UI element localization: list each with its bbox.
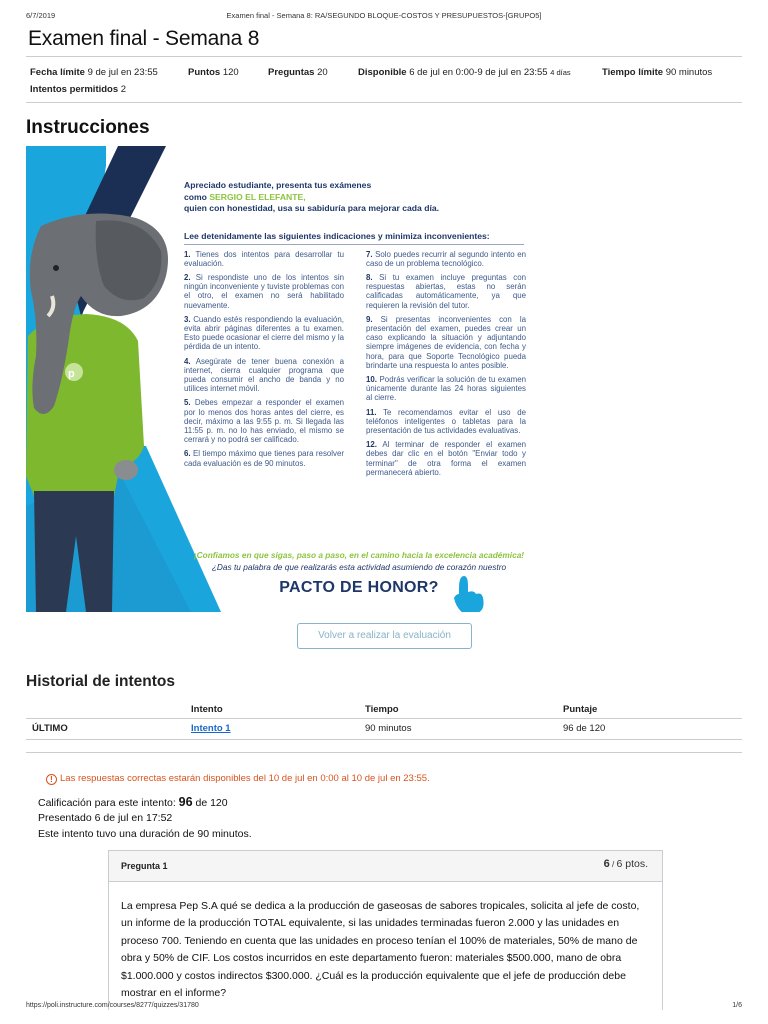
mascot-name: SERGIO EL ELEFANTE, xyxy=(209,191,306,202)
greeting-line-3: quien con honestidad, usa su sabiduría para mejorar cada día. xyxy=(184,203,440,213)
available-value: 6 de jul en 0:00-9 de jul en 23:55 xyxy=(409,67,548,78)
column-header: Intento xyxy=(191,700,365,718)
print-title: Examen final - Semana 8: RA/SEGUNDO BLOQUE-COSTOS Y PRESUPUESTOS-[GRUPO5] xyxy=(226,11,542,20)
indication-item: 2. Si respondiste uno de los intentos sin ningún inconveniente y tuviste problemas con el otro, el examen no será habilitado nuevamente. xyxy=(184,272,344,310)
indication-item: 6. El tiempo máximo que tienes para resolver cada evaluación es de 90 minutos. xyxy=(184,449,344,468)
grade-line xyxy=(38,795,228,809)
divider xyxy=(184,244,524,245)
due-value: 9 de jul en 23:55 xyxy=(87,67,158,78)
questions-meta xyxy=(268,67,328,78)
attempt-history-heading: Historial de intentos xyxy=(26,673,175,690)
greeting-line-1: Apreciado estudiante, presenta tus exámenes xyxy=(184,180,372,190)
indications-heading: Lee detenidamente las siguientes indicaciones y minimiza inconvenientes: xyxy=(184,230,490,241)
greeting-line-2 xyxy=(184,192,534,204)
svg-text:p: p xyxy=(68,368,75,380)
question-score xyxy=(604,858,648,870)
print-footer xyxy=(26,1002,742,1009)
warning-icon: ! xyxy=(46,774,57,785)
available-days: 4 días xyxy=(550,68,571,77)
time-limit-label: Tiempo límite xyxy=(602,67,664,78)
pledge-line-2: ¿Das tu palabra de que realizarás esta actividad asumiendo de corazón nuestro xyxy=(211,562,507,572)
indication-item: 1. Tienes dos intentos para desarrollar tu evaluación. xyxy=(184,249,344,268)
print-header xyxy=(26,11,742,23)
indication-item: 10. Podrás verificar la solución de tu examen únicamente durante las 24 horas siguientes al cierre. xyxy=(366,374,526,403)
indication-item: 3. Cuando estés respondiendo la evaluación, evita abrir páginas diferentes a tu examen. Esto puede ocasionar el cierre del mismo y la pérdida de un intento. xyxy=(184,314,344,352)
score-unit: ptos. xyxy=(622,858,648,870)
page-title: Examen final - Semana 8 xyxy=(28,27,260,50)
question-header xyxy=(109,851,662,882)
print-date: 6/7/2019 xyxy=(26,11,56,20)
column-header: Tiempo xyxy=(365,700,563,718)
attempt-label: ÚLTIMO xyxy=(26,718,191,739)
attempt-link[interactable]: Intento 1 xyxy=(191,723,231,734)
column-header xyxy=(26,700,191,718)
print-url: https://poli.instructure.com/courses/8277/quizzes/31780 xyxy=(26,1002,199,1009)
submitted-line: Presentado 6 de jul en 17:52 xyxy=(38,812,173,824)
instructions-heading: Instrucciones xyxy=(26,117,150,138)
points-meta xyxy=(188,67,239,78)
table-header-row xyxy=(26,700,742,718)
indication-item: 7. Solo puedes recurrir al segundo intento en caso de un problema tecnológico. xyxy=(366,249,526,268)
notice-text: Las respuestas correctas estarán disponibles del 10 de jul en 0:00 al 10 de jul en 23:55. xyxy=(60,773,430,784)
question-title: Pregunta 1 xyxy=(121,861,168,871)
indications-columns xyxy=(184,250,534,482)
indication-item: 12. Al terminar de responder el examen debes dar clic en el botón "Enviar todo y terminar" de otra forma el examen permanecerá abierto. xyxy=(366,440,527,477)
greeting-prefix: como xyxy=(184,191,210,202)
greeting xyxy=(184,180,534,215)
divider xyxy=(26,102,742,103)
question-text: La empresa Pep S.A qué se dedica a la producción de gaseosas de sabores tropicales, solicita al jefe de costo, un informe de la producción TOTAL equivalente, si las unidades terminadas fueron 2.000 y las unidades en proceso 700. Teniendo en cuenta que las unidades en proceso tenían el 100% de materiales, 50% de mano de obra y 50% de CIF. Los costos incurridos en este departamento fueron: materiales $500.000, mano de obra $1.000.000 y costos indirectos $300.000. ¿Cuál es la producción equivalente que el jefe de producción debe mostrar en el informe? xyxy=(121,900,640,1000)
attempts-value: 2 xyxy=(120,84,127,95)
column-header: Puntaje xyxy=(563,700,742,718)
attempts-label: Intentos permitidos xyxy=(30,84,119,95)
instructions-banner xyxy=(26,146,546,612)
points-label: Puntos xyxy=(188,67,221,78)
duration-line: Este intento tuvo una duración de 90 minutos. xyxy=(38,828,252,840)
grade-value: 96 xyxy=(178,795,193,809)
indication-item: 11. Te recomendamos evitar el uso de teléfonos inteligentes o tabletas para la presentación de tus actividades evaluativas. xyxy=(366,407,526,435)
time-limit-meta xyxy=(602,67,712,78)
print-page-number: 1/6 xyxy=(732,1002,742,1009)
table-row xyxy=(26,718,742,739)
banner-text xyxy=(184,180,534,482)
attempt-history-table xyxy=(26,700,742,740)
due-label: Fecha límite xyxy=(30,67,85,78)
pledge-line-1: ¡Confiamos en que sigas, paso a paso, en el camino hacia la excelencia académica! xyxy=(193,550,525,560)
honor-pact-title: PACTO DE HONOR? xyxy=(279,579,439,596)
quiz-meta-row xyxy=(30,67,158,78)
divider xyxy=(26,56,742,57)
honor-pledge xyxy=(184,550,534,597)
answers-availability-notice xyxy=(46,773,430,785)
indication-item: 9. Si presentas inconvenientes con la presentación del examen, puedes crear un caso explicando la situación y adjuntando siempre imágenes de evidencia, con fecha y hora, para que Soporte Tecnológico pueda brindarte una respuesta lo antes posible. xyxy=(366,314,526,370)
divider xyxy=(26,752,742,753)
available-label: Disponible xyxy=(358,67,407,78)
grade-label: Calificación para este intento: xyxy=(38,797,179,809)
indications-right xyxy=(366,250,526,482)
attempts-meta xyxy=(30,84,126,95)
available-meta xyxy=(358,67,571,78)
questions-value: 20 xyxy=(317,67,328,78)
questions-label: Preguntas xyxy=(268,67,315,78)
indication-item: 4. Asegúrate de tener buena conexión a internet, cierra cualquier programa que pueda consumir el ancho de banda y no utilices internet móvil. xyxy=(184,356,344,394)
points-value: 120 xyxy=(222,67,239,78)
score-earned: 6 xyxy=(603,858,610,870)
time-limit-value: 90 minutos xyxy=(665,67,713,78)
question-card xyxy=(108,850,663,1010)
grade-suffix: de 120 xyxy=(192,797,228,809)
retake-evaluation-button[interactable]: Volver a realizar la evaluación xyxy=(297,623,472,649)
attempt-cell xyxy=(191,718,365,739)
score-total: 6 xyxy=(616,858,623,870)
indication-item: 8. Si tu examen incluye preguntas con respuestas abiertas, estas no serán calificadas automáticamente, ya que requieren la revisión del tutor. xyxy=(366,272,526,310)
indications-left xyxy=(184,250,344,482)
indication-item: 5. Debes empezar a responder el examen por lo menos dos horas antes del cierre, es decir, máximo a las 9:55 p. m. Si llegada las 11:55 p. m. no lo has enviado, el mismo se cerrará y no podrá ser calificado. xyxy=(184,398,344,445)
score-separator: / xyxy=(609,860,617,869)
attempt-time: 90 minutos xyxy=(365,718,563,739)
attempt-score: 96 de 120 xyxy=(563,718,742,739)
